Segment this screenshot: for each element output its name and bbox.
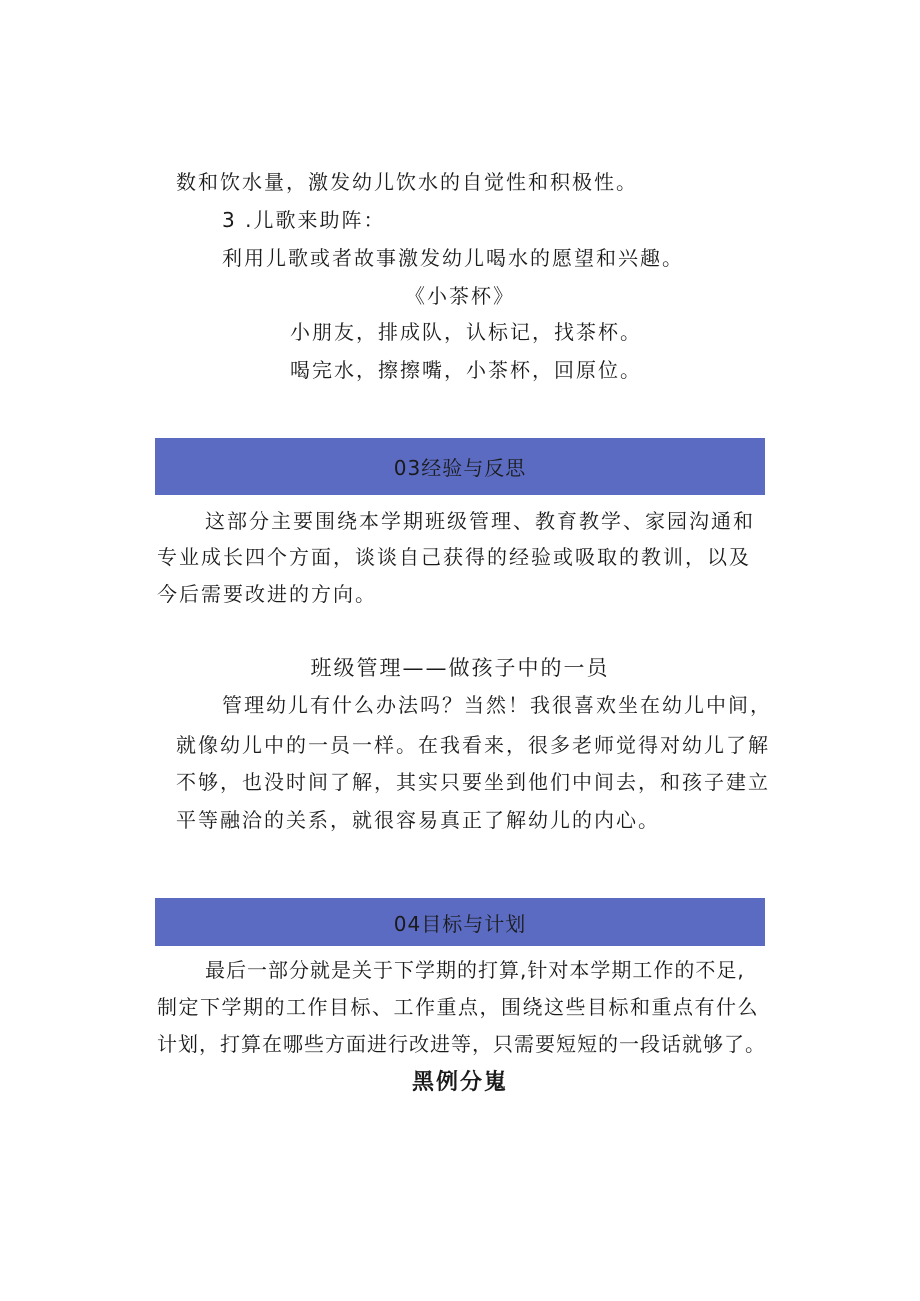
paragraph-line: 数和饮水量，激发幼儿饮水的自觉性和积极性。 — [176, 170, 638, 194]
paragraph-line: 今后需要改进的方向。 — [157, 582, 377, 606]
section-banner-04 — [155, 898, 765, 946]
section-banner-title: 03经验与反思 — [393, 456, 527, 480]
poem-title: 《小茶杯》 — [405, 284, 515, 308]
poem-line: 小朋友，排成队，认标记，找茶杯。 — [290, 320, 642, 344]
section-banner-03 — [155, 438, 765, 495]
poem-line: 喝完水，擦擦嘴，小茶杯，回原位。 — [290, 358, 642, 382]
footer-text: 黑例分嵬 — [411, 1069, 508, 1095]
paragraph-line: 不够，也没时间了解，其实只要坐到他们中间去，和孩子建立 — [176, 770, 770, 794]
section-banner-title: 04目标与计划 — [393, 911, 527, 936]
paragraph-line: 最后一部分就是关于下学期的打算,针对本学期工作的不足, — [205, 958, 745, 982]
paragraph-line: 就像幼儿中的一员一样。在我看来，很多老师觉得对幼儿了解 — [176, 733, 770, 757]
paragraph-line: 平等融洽的关系，就很容易真正了解幼儿的内心。 — [176, 808, 660, 832]
list-item-heading: 3 .儿歌来助阵： — [222, 208, 386, 232]
paragraph-line: 制定下学期的工作目标、工作重点，围绕这些目标和重点有什么 — [157, 995, 759, 1019]
paragraph-line: 管理幼儿有什么办法吗？当然！我很喜欢坐在幼儿中间， — [222, 693, 772, 717]
paragraph-line: 利用儿歌或者故事激发幼儿喝水的愿望和兴趣。 — [222, 246, 684, 270]
paragraph-line: 计划，打算在哪些方面进行改进等，只需要短短的一段话就够了。 — [157, 1032, 766, 1056]
paragraph-line: 这部分主要围绕本学期班级管理、教育教学、家园沟通和 — [205, 509, 755, 533]
paragraph-line: 专业成长四个方面，谈谈自己获得的经验或吸取的教训，以及 — [157, 545, 751, 569]
subheading: 班级管理——做孩子中的一员 — [310, 656, 610, 680]
